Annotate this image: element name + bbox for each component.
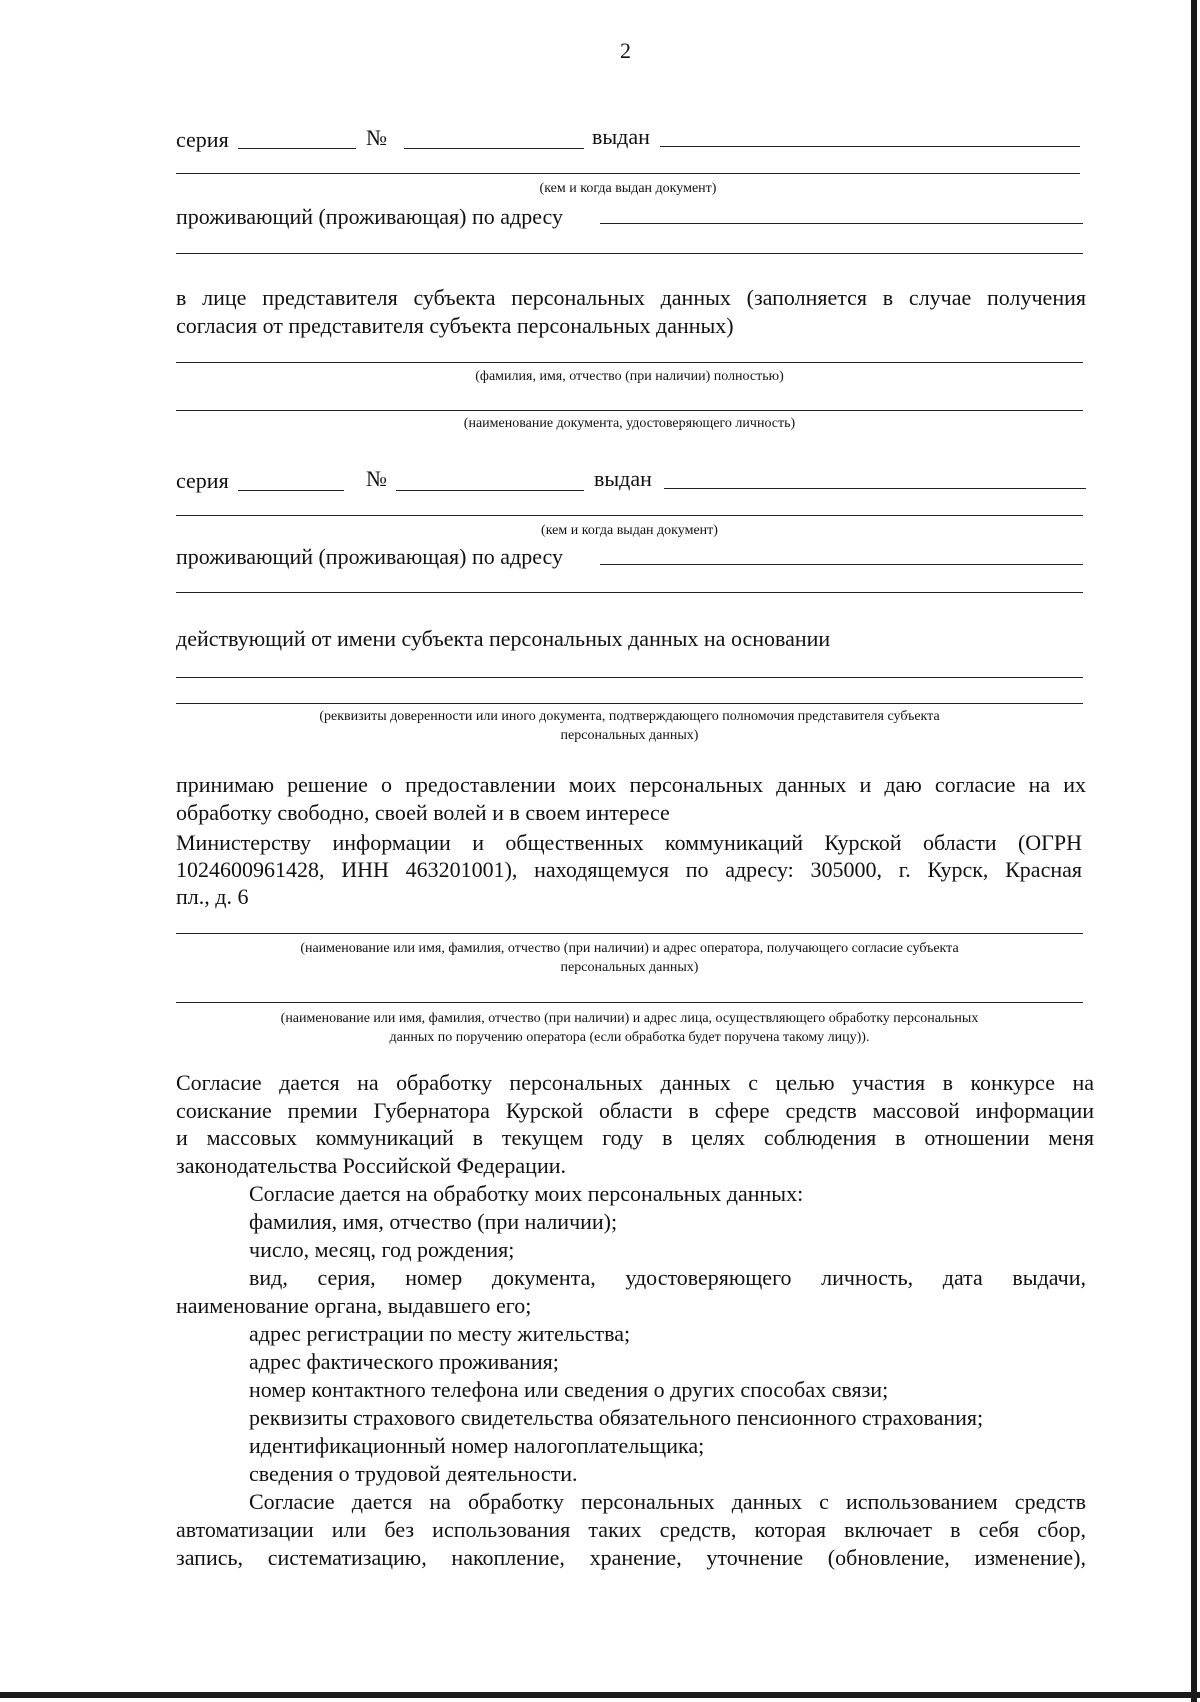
issued-label: выдан <box>592 124 650 149</box>
data-list-item4: адрес регистрации по месту жительства; <box>249 1321 631 1346</box>
data-list-item7: реквизиты страхового свидетельства обязательного пенсионного страхования; <box>249 1405 984 1430</box>
acting-caption-line1: (реквизиты доверенности или иного документа, подтверждающего полномочия представителя субъекта <box>319 709 940 724</box>
issued-line-2 <box>664 488 1086 489</box>
operator-caption-line2: персональных данных) <box>560 960 699 975</box>
data-list-item3-line2: наименование органа, выдавшего его; <box>176 1293 532 1318</box>
address-line-2 <box>176 253 1083 254</box>
data-list-item9: сведения о трудовой деятельности. <box>249 1461 578 1486</box>
acting-label: действующий от имени субъекта персональных данных на основании <box>176 626 831 651</box>
representative-intro-line1: в лице представителя субъекта персональных данных (заполняется в случае получения <box>176 285 1086 310</box>
operator-line <box>176 933 1083 934</box>
processor-caption-line1: (наименование или имя, фамилия, отчество (при наличии) и адрес лица, осуществляющего обработку персональных <box>280 1011 979 1026</box>
seria-line-2 <box>238 490 344 491</box>
purpose-line1: Согласие дается на обработку персональных данных с целью участия в конкурсе на <box>176 1070 1094 1095</box>
scan-edge-right <box>1191 0 1197 1702</box>
seria-label-2: серия <box>176 468 229 493</box>
purpose-line3: и массовых коммуникаций в текущем году в целях соблюдения в отношении меня <box>176 1125 1094 1150</box>
issued-caption-2: (кем и когда выдан документ) <box>541 523 718 538</box>
representative-fio-line <box>176 362 1083 363</box>
data-list-item8: идентификационный номер налогоплательщика; <box>249 1433 705 1458</box>
address-label-2: проживающий (проживающая) по адресу <box>176 544 563 569</box>
purpose-line2: соискание премии Губернатора Курской области в сфере средств массовой информации <box>176 1097 1094 1123</box>
number-sign: № <box>366 125 387 150</box>
issued-full-line <box>176 173 1080 174</box>
data-list-item2: число, месяц, год рождения; <box>249 1237 515 1262</box>
issued-label-2: выдан <box>594 466 652 491</box>
methods-line1: Согласие дается на обработку персональных данных с использованием средств <box>249 1489 1086 1514</box>
address-line <box>600 223 1083 224</box>
data-list-item1: фамилия, имя, отчество (при наличии); <box>249 1209 618 1234</box>
processor-line <box>176 1002 1083 1003</box>
representative-fio-caption: (фамилия, имя, отчество (при наличии) полностью) <box>475 369 784 384</box>
decision-line2: обработку свободно, своей волей и в своем интересе <box>176 800 670 825</box>
decision-line4: 1024600961428, ИНН 463201001), находящемуся по адресу: 305000, г. Курск, Красная <box>176 857 1082 882</box>
representative-doc-line <box>176 410 1083 411</box>
number-line <box>404 148 584 149</box>
address-line-b2-2 <box>176 592 1083 593</box>
address-label: проживающий (проживающая) по адресу <box>176 204 563 229</box>
data-list-item3-line1: вид, серия, номер документа, удостоверяющего личность, дата выдачи, <box>249 1265 1086 1290</box>
purpose-line4: законодательства Российской Федерации. <box>176 1152 567 1178</box>
data-list-intro: Согласие дается на обработку моих персональных данных: <box>249 1181 804 1206</box>
seria-line <box>238 148 356 149</box>
processor-caption-line2: данных по поручению оператора (если обработка будет поручена такому лицу)). <box>389 1030 870 1045</box>
operator-caption-line1: (наименование или имя, фамилия, отчество (при наличии) и адрес оператора, получающего согласие субъекта <box>300 941 959 956</box>
purpose-paragraph <box>176 1069 1094 1179</box>
address-line-b2 <box>600 564 1083 565</box>
issued-full-line-2 <box>176 515 1083 516</box>
decision-line5: пл., д. 6 <box>176 884 249 909</box>
representative-doc-caption: (наименование документа, удостоверяющего личность) <box>463 416 796 431</box>
scan-edge-bottom <box>0 1692 1200 1698</box>
seria-label: серия <box>176 127 229 152</box>
decision-line3: Министерству информации и общественных коммуникаций Курской области (ОГРН <box>176 830 1082 855</box>
methods-line3: запись, систематизацию, накопление, хранение, уточнение (обновление, изменение), <box>176 1545 1086 1570</box>
issued-line <box>660 146 1080 147</box>
data-list-item6: номер контактного телефона или сведения о других способах связи; <box>249 1377 889 1402</box>
page-number: 2 <box>620 38 631 63</box>
representative-intro-line2: согласия от представителя субъекта персональных данных) <box>176 313 734 338</box>
data-list-item5: адрес фактического проживания; <box>249 1349 559 1374</box>
number-sign-2: № <box>366 466 387 491</box>
methods-line2: автоматизации или без использования таких средств, которая включает в себя сбор, <box>176 1517 1086 1542</box>
acting-line-2 <box>176 703 1083 704</box>
number-line-2 <box>396 490 584 491</box>
acting-line-1 <box>176 677 1083 678</box>
decision-line1: принимаю решение о предоставлении моих персональных данных и даю согласие на их <box>176 772 1086 797</box>
issued-caption: (кем и когда выдан документ) <box>539 181 717 196</box>
acting-caption-line2: персональных данных) <box>560 728 699 743</box>
